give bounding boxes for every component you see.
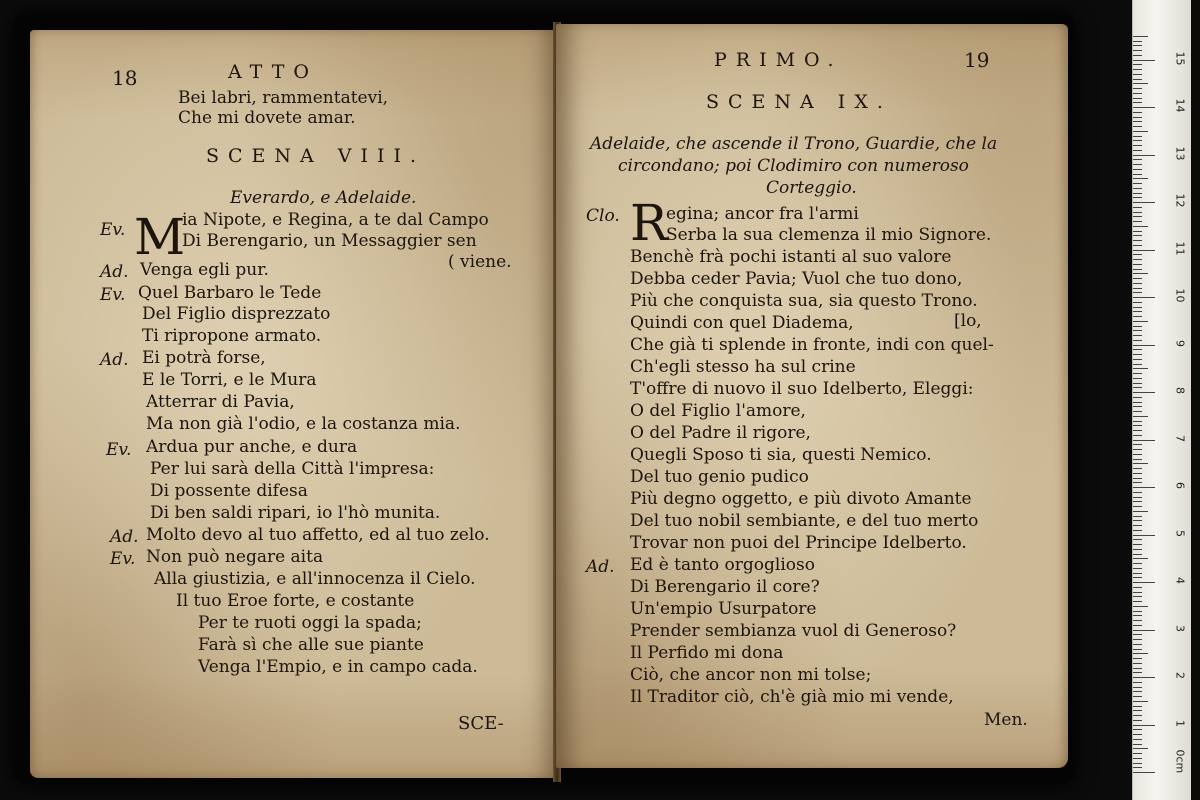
ruler-tick	[1133, 568, 1142, 569]
text-line: O del Padre il rigore,	[630, 423, 811, 443]
ruler-tick	[1133, 207, 1142, 208]
text-line: Non può negare aita	[146, 547, 324, 567]
catchword-right: Men.	[984, 710, 1028, 730]
ruler-tick	[1133, 625, 1142, 626]
ruler-tick	[1133, 501, 1142, 502]
ruler-tick	[1133, 36, 1148, 37]
ruler-tick	[1133, 563, 1142, 564]
ruler-tick	[1133, 748, 1148, 749]
ruler-tick	[1133, 696, 1142, 697]
ruler-tick	[1133, 288, 1142, 289]
ruler-tick	[1133, 421, 1142, 422]
ruler-tick	[1133, 245, 1142, 246]
right-page	[556, 24, 1068, 768]
ruler-tick	[1133, 150, 1142, 151]
ruler-tick	[1133, 102, 1142, 103]
ruler-tick	[1133, 231, 1142, 232]
ruler-tick	[1133, 174, 1142, 175]
ruler-tick	[1133, 183, 1142, 184]
text-line: Ciò, che ancor non mi tolse;	[630, 665, 872, 685]
ruler-tick	[1133, 107, 1155, 108]
ruler-label: 4	[1173, 577, 1187, 584]
ruler-tick	[1133, 64, 1142, 65]
ruler-tick	[1133, 202, 1155, 203]
ruler-tick	[1133, 558, 1148, 559]
ruler-tick	[1133, 378, 1142, 379]
text-line: Più che conquista sua, sia questo Trono.	[630, 291, 978, 311]
drop-cap-right: R	[630, 194, 668, 252]
ruler-label: 15	[1173, 51, 1187, 65]
ruler-tick	[1133, 430, 1142, 431]
ruler-label: 10	[1173, 288, 1187, 303]
text-line: Che mi dovete amar.	[178, 108, 356, 128]
running-head-right: PRIMO.	[714, 49, 843, 71]
speaker-label: Ev.	[106, 440, 132, 460]
ruler-tick	[1133, 397, 1142, 398]
text-line: Farà sì che alle sue piante	[198, 635, 424, 655]
ruler-tick	[1133, 720, 1142, 721]
scene-title-right: SCENA IX.	[706, 91, 892, 113]
ruler-tick	[1133, 682, 1142, 683]
ruler-tick	[1133, 349, 1142, 350]
text-line: Un'empio Usurpatore	[630, 599, 817, 619]
speaker-label: Ev.	[100, 285, 126, 305]
ruler-tick	[1133, 330, 1142, 331]
ruler-tick	[1133, 492, 1142, 493]
ruler-tick	[1133, 653, 1148, 654]
ruler-tick	[1133, 459, 1142, 460]
ruler-tick	[1133, 691, 1142, 692]
speaker-label: Ad.	[100, 350, 129, 370]
ruler-label: 2	[1173, 672, 1187, 679]
speaker-label: Ev.	[110, 549, 136, 569]
ruler-tick	[1133, 701, 1148, 702]
ruler-tick	[1133, 482, 1142, 483]
text-line: Per lui sarà della Città l'impresa:	[150, 459, 435, 479]
ruler-tick	[1133, 630, 1155, 631]
ruler-tick	[1133, 649, 1142, 650]
ruler-tick	[1133, 767, 1142, 768]
ruler-tick	[1133, 753, 1142, 754]
ruler-tick	[1133, 582, 1155, 583]
ruler-tick	[1133, 487, 1155, 488]
ruler-tick	[1133, 117, 1142, 118]
ruler-tick	[1133, 573, 1142, 574]
ruler-tick	[1133, 368, 1148, 369]
ruler-label: 8	[1173, 387, 1187, 394]
speaker-label: Ad.	[110, 527, 139, 547]
ruler-tick	[1133, 473, 1142, 474]
text-line: ( viene.	[448, 252, 512, 272]
ruler-tick	[1133, 273, 1148, 274]
text-line: Ei potrà forse,	[142, 348, 266, 368]
ruler-tick	[1133, 687, 1142, 688]
ruler-tick	[1133, 193, 1142, 194]
left-page	[30, 30, 560, 778]
ruler-label: 3	[1173, 624, 1187, 632]
ruler-tick	[1133, 79, 1142, 80]
ruler-tick	[1133, 601, 1142, 602]
ruler-tick	[1133, 615, 1142, 616]
ruler-tick	[1133, 435, 1142, 436]
text-line: Serba la sua clemenza il mio Signore.	[666, 225, 992, 245]
ruler-tick	[1133, 596, 1142, 597]
ruler-tick	[1133, 587, 1142, 588]
ruler-tick	[1133, 216, 1142, 217]
ruler-label: 9	[1173, 339, 1187, 347]
text-line: Ch'egli stesso ha sul crine	[630, 357, 856, 377]
text-line: Atterrar di Pavia,	[146, 392, 295, 412]
ruler-tick	[1133, 83, 1148, 84]
text-line: E le Torri, e le Mura	[142, 370, 317, 390]
speaker-label: Clo.	[586, 206, 620, 226]
ruler-tick	[1133, 440, 1155, 441]
ruler-tick	[1133, 611, 1142, 612]
speaker-label: Ad.	[100, 262, 129, 282]
ruler-tick	[1133, 321, 1148, 322]
ruler-label: 13	[1173, 146, 1187, 160]
text-line: Di Berengario, un Messaggier sen	[182, 231, 477, 251]
ruler-tick	[1133, 145, 1142, 146]
text-line: T'offre di nuovo il suo Idelberto, Eleggi:	[630, 379, 974, 399]
catchword-left: SCE-	[458, 713, 504, 734]
ruler-tick	[1133, 744, 1142, 745]
ruler-tick	[1133, 212, 1142, 213]
ruler-tick	[1133, 468, 1142, 469]
drop-cap-left: M	[134, 208, 186, 266]
ruler-tick	[1133, 606, 1148, 607]
ruler-tick	[1133, 535, 1155, 536]
text-line: Per te ruoti oggi la spada;	[198, 613, 422, 633]
text-line: Ed è tanto orgoglioso	[630, 555, 815, 575]
ruler-tick	[1133, 668, 1142, 669]
text-line: Di Berengario il core?	[630, 577, 820, 597]
text-line: Quindi con quel Diadema,	[630, 313, 854, 333]
ruler-tick	[1133, 620, 1142, 621]
ruler-tick	[1133, 758, 1142, 759]
ruler-tick	[1133, 549, 1142, 550]
text-line: Il Perfido mi dona	[630, 643, 784, 663]
ruler-tick	[1133, 121, 1142, 122]
ruler-tick	[1133, 340, 1142, 341]
page-number-right: 19	[964, 48, 990, 72]
ruler-tick	[1133, 140, 1142, 141]
ruler-tick	[1133, 402, 1142, 403]
ruler-tick	[1133, 254, 1142, 255]
ruler-tick	[1133, 240, 1142, 241]
ruler-tick	[1133, 292, 1142, 293]
ruler-tick	[1133, 364, 1142, 365]
ruler-tick	[1133, 634, 1142, 635]
ruler-tick	[1133, 136, 1142, 137]
ruler-tick	[1133, 383, 1142, 384]
ruler-tick	[1133, 658, 1142, 659]
ruler-tick	[1133, 729, 1142, 730]
scene-title-left: SCENA VIII.	[206, 145, 426, 167]
ruler-tick	[1133, 93, 1142, 94]
ruler-tick	[1133, 387, 1142, 388]
ruler-tick	[1133, 544, 1142, 545]
text-line: Di possente difesa	[150, 481, 308, 501]
ruler-label: 1	[1173, 719, 1187, 727]
ruler-tick	[1133, 644, 1142, 645]
ruler-tick	[1133, 354, 1142, 355]
ruler-tick	[1133, 772, 1155, 773]
text-line: Più degno oggetto, e più divoto Amante	[630, 489, 972, 509]
text-line: Del tuo nobil sembiante, e del tuo merto	[630, 511, 979, 531]
ruler-tick	[1133, 60, 1155, 61]
ruler-tick	[1133, 506, 1142, 507]
ruler-tick	[1133, 734, 1142, 735]
text-line: Trovar non puoi del Principe Idelberto.	[630, 533, 967, 553]
ruler-tick	[1133, 425, 1142, 426]
ruler-tick	[1133, 297, 1155, 298]
text-line: Venga egli pur.	[140, 260, 269, 280]
ruler-tick	[1133, 663, 1142, 664]
ruler-tick	[1133, 411, 1142, 412]
ruler-tick	[1133, 155, 1155, 156]
characters-line: Everardo, e Adelaide.	[230, 188, 417, 208]
ruler-tick	[1133, 511, 1148, 512]
ruler-tick	[1133, 164, 1142, 165]
ruler-label: 5	[1173, 529, 1187, 537]
stage-direction-line: Corteggio.	[766, 178, 857, 198]
stage-direction-line: circondano; poi Clodimiro con numeroso	[618, 156, 969, 176]
ruler-tick	[1133, 554, 1142, 555]
ruler-tick	[1133, 235, 1142, 236]
ruler-tick	[1133, 178, 1148, 179]
ruler-tick	[1133, 706, 1142, 707]
text-line: [lo,	[954, 311, 982, 331]
ruler-tick	[1133, 672, 1142, 673]
text-line: Ma non già l'odio, e la costanza mia.	[146, 414, 461, 434]
text-line: Ardua pur anche, e dura	[146, 437, 358, 457]
ruler-tick	[1133, 311, 1142, 312]
ruler-label: 12	[1173, 193, 1187, 208]
ruler-tick	[1133, 463, 1148, 464]
text-line: Venga l'Empio, e in campo cada.	[198, 657, 478, 677]
text-line: Prender sembianza vuol di Generoso?	[630, 621, 957, 641]
ruler-tick	[1133, 406, 1142, 407]
measuring-ruler	[1132, 0, 1191, 800]
ruler-tick	[1133, 169, 1142, 170]
ruler-tick	[1133, 497, 1142, 498]
ruler-tick	[1133, 226, 1148, 227]
ruler-tick	[1133, 326, 1142, 327]
ruler-tick	[1133, 74, 1142, 75]
ruler-tick	[1133, 221, 1142, 222]
ruler-tick	[1133, 188, 1142, 189]
ruler-tick	[1133, 45, 1142, 46]
text-line: Molto devo al tuo affetto, ed al tuo zelo.	[146, 525, 490, 545]
text-line: Benchè frà pochi istanti al suo valore	[630, 247, 952, 267]
ruler-tick	[1133, 126, 1142, 127]
ruler-tick	[1133, 449, 1142, 450]
ruler-label: 7	[1173, 434, 1187, 442]
text-line: Quel Barbaro le Tede	[138, 283, 322, 303]
ruler-tick	[1133, 373, 1142, 374]
ruler-tick	[1133, 131, 1148, 132]
ruler-tick	[1133, 416, 1148, 417]
page-number-left: 18	[112, 66, 138, 90]
text-line: ia Nipote, e Regina, a te dal Campo	[182, 210, 489, 230]
ruler-tick	[1133, 98, 1142, 99]
ruler-tick	[1133, 763, 1142, 764]
ruler-label: 6	[1173, 482, 1187, 489]
ruler-tick	[1133, 577, 1142, 578]
ruler-label: 0cm	[1173, 749, 1187, 774]
text-line: O del Figlio l'amore,	[630, 401, 806, 421]
speaker-label: Ad.	[586, 557, 615, 577]
ruler-tick	[1133, 715, 1142, 716]
ruler-tick	[1133, 359, 1142, 360]
ruler-tick	[1133, 478, 1142, 479]
ruler-tick	[1133, 444, 1142, 445]
ruler-tick	[1133, 302, 1142, 303]
ruler-tick	[1133, 250, 1155, 251]
text-line: Il tuo Eroe forte, e costante	[176, 591, 415, 611]
text-line: Che già ti splende in fronte, indi con quel-	[630, 335, 994, 355]
ruler-tick	[1133, 41, 1142, 42]
ruler-tick	[1133, 88, 1142, 89]
ruler-tick	[1133, 530, 1142, 531]
text-line: Il Traditor ciò, ch'è già mio mi vende,	[630, 687, 954, 707]
ruler-tick	[1133, 392, 1155, 393]
ruler-tick	[1133, 283, 1142, 284]
ruler-tick	[1133, 307, 1142, 308]
ruler-tick	[1133, 345, 1155, 346]
ruler-label: 14	[1173, 98, 1187, 113]
ruler-tick	[1133, 739, 1142, 740]
text-line: Del tuo genio pudico	[630, 467, 809, 487]
ruler-tick	[1133, 197, 1142, 198]
text-line: egina; ancor fra l'armi	[666, 204, 859, 224]
ruler-tick	[1133, 278, 1142, 279]
text-line: Debba ceder Pavia; Vuol che tuo dono,	[630, 269, 963, 289]
ruler-label: 11	[1173, 241, 1187, 255]
ruler-tick	[1133, 112, 1142, 113]
ruler-tick	[1133, 677, 1155, 678]
ruler-tick	[1133, 639, 1142, 640]
ruler-tick	[1133, 454, 1142, 455]
ruler-tick	[1133, 316, 1142, 317]
text-line: Di ben saldi ripari, io l'hò munita.	[150, 503, 441, 523]
ruler-tick	[1133, 259, 1142, 260]
ruler-tick	[1133, 710, 1142, 711]
ruler-tick	[1133, 592, 1142, 593]
ruler-tick	[1133, 725, 1155, 726]
text-line: Quegli Sposo ti sia, questi Nemico.	[630, 445, 932, 465]
ruler-tick	[1133, 50, 1142, 51]
speaker-label: Ev.	[100, 220, 126, 240]
ruler-tick	[1133, 335, 1142, 336]
ruler-tick	[1133, 525, 1142, 526]
ruler-tick	[1133, 264, 1142, 265]
ruler-tick	[1133, 55, 1142, 56]
text-line: Bei labri, rammentatevi,	[178, 88, 389, 108]
ruler-tick	[1133, 159, 1142, 160]
text-line: Alla giustizia, e all'innocenza il Cielo.	[154, 569, 476, 589]
ruler-tick	[1133, 516, 1142, 517]
stage-direction-line: Adelaide, che ascende il Trono, Guardie, che la	[590, 134, 998, 154]
ruler-tick	[1133, 520, 1142, 521]
running-head-left: ATTO	[228, 61, 318, 83]
ruler-tick	[1133, 69, 1142, 70]
ruler-tick	[1133, 269, 1142, 270]
text-line: Del Figlio disprezzato	[142, 304, 331, 324]
ruler-tick	[1133, 539, 1142, 540]
text-line: Ti ripropone armato.	[142, 326, 322, 346]
